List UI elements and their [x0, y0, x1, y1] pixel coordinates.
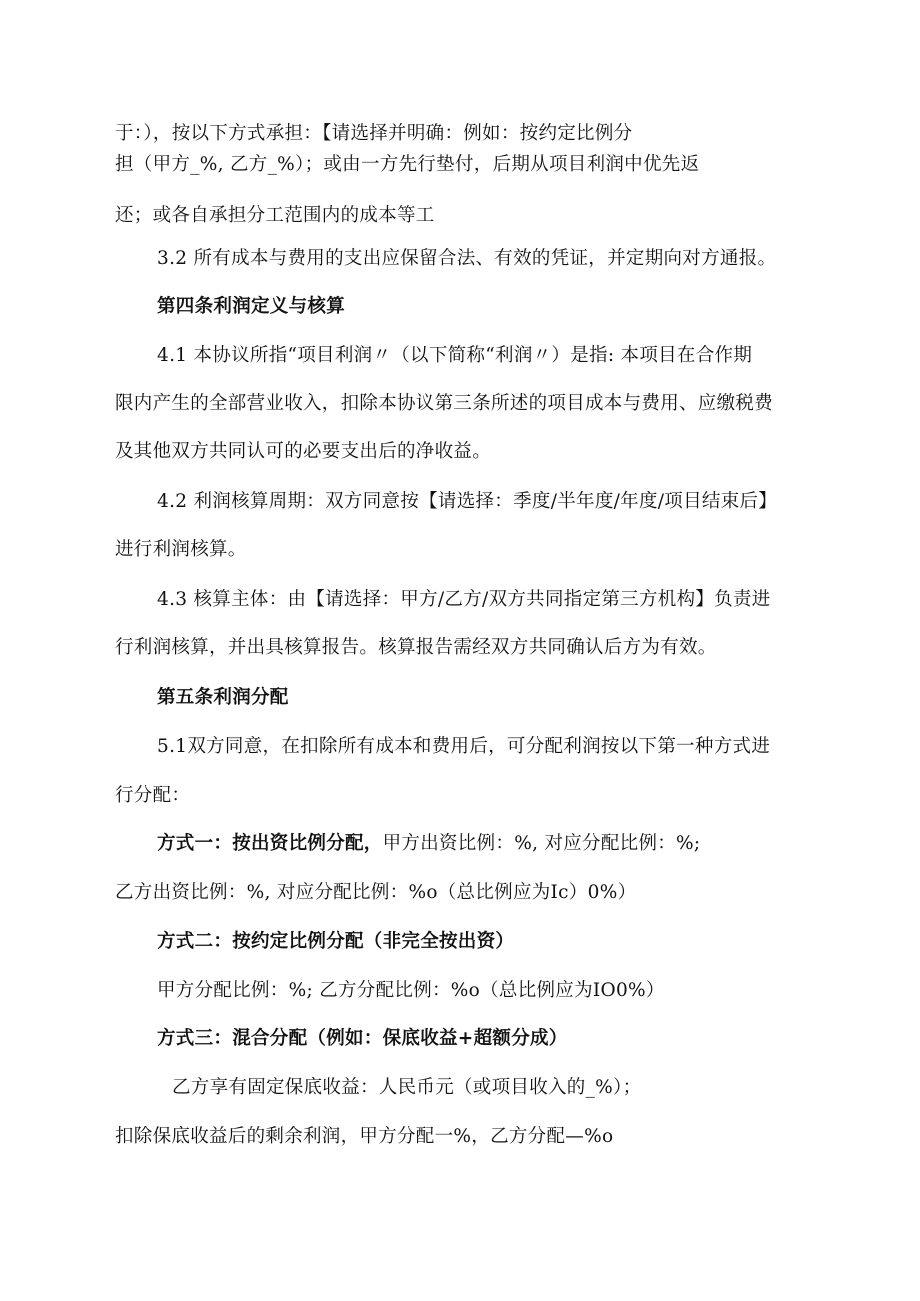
method-two-label: 方式二：按约定比例分配（非完全按出资）: [157, 931, 515, 952]
text-line: 扣除保底收益后的剩余利润，甲方分配一%，乙方分配—%o: [115, 1126, 614, 1147]
text-line: 4.1 本协议所指“项目利润〃（以下简称“利润〃）是指: 本项目在合作期: [157, 345, 753, 366]
method-one-line: [157, 832, 700, 856]
text-line: 担（甲方_%, 乙方_%）；或由一方先行垫付，后期从项目利润中优先返: [115, 154, 700, 175]
text-line: 4.3 核算主体：由【请选择：甲方/乙方/双方共同指定第三方机构】负责进: [157, 589, 771, 610]
text-line: 4.2 利润核算周期：双方同意按【请选择：季度/半年度/年度/项目结束后】: [157, 491, 778, 512]
text-line: 于：），按以下方式承担：【请选择并明确：例如：按约定比例分: [115, 123, 633, 144]
text-line: 3.2 所有成本与费用的支出应保留合法、有效的凭证，并定期向对方通报。: [157, 248, 777, 269]
section-heading: 第五条利润分配: [157, 687, 289, 708]
method-one-label: 方式一：按出资比例分配，: [157, 833, 383, 854]
section-heading: 第四条利润定义与核算: [157, 296, 346, 317]
text-line: 限内产生的全部营业收入，扣除本协议第三条所述的项目成本与费用、应缴税费: [115, 393, 774, 414]
text-line: 甲方分配比例：%; 乙方分配比例：%o（总比例应为IO0%）: [157, 980, 665, 1001]
text-line: 行分配：: [115, 785, 191, 806]
text-line: 及其他双方共同认可的必要支出后的净收益。: [115, 441, 492, 462]
text-line: 5.1双方同意，在扣除所有成本和费用后，可分配利润按以下第一种方式进: [157, 736, 771, 757]
method-three-label: 方式三：混合分配（例如：保底收益+超额分成）: [157, 1028, 568, 1049]
method-one-detail: 甲方出资比例：%, 对应分配比例：%;: [382, 833, 701, 854]
text-line: 进行利润核算。: [115, 539, 247, 560]
text-line: 还；或各自承担分工范围内的成本等工: [115, 205, 435, 226]
text-line: 行利润核算，并出具核算报告。核算报告需经双方共同确认后方为有效。: [115, 637, 717, 658]
text-line: 乙方出资比例：%, 对应分配比例：%o（总比例应为Ic）0%）: [115, 882, 637, 903]
text-line: 乙方享有固定保底收益：人民币元（或项目收入的_%）；: [172, 1077, 642, 1098]
